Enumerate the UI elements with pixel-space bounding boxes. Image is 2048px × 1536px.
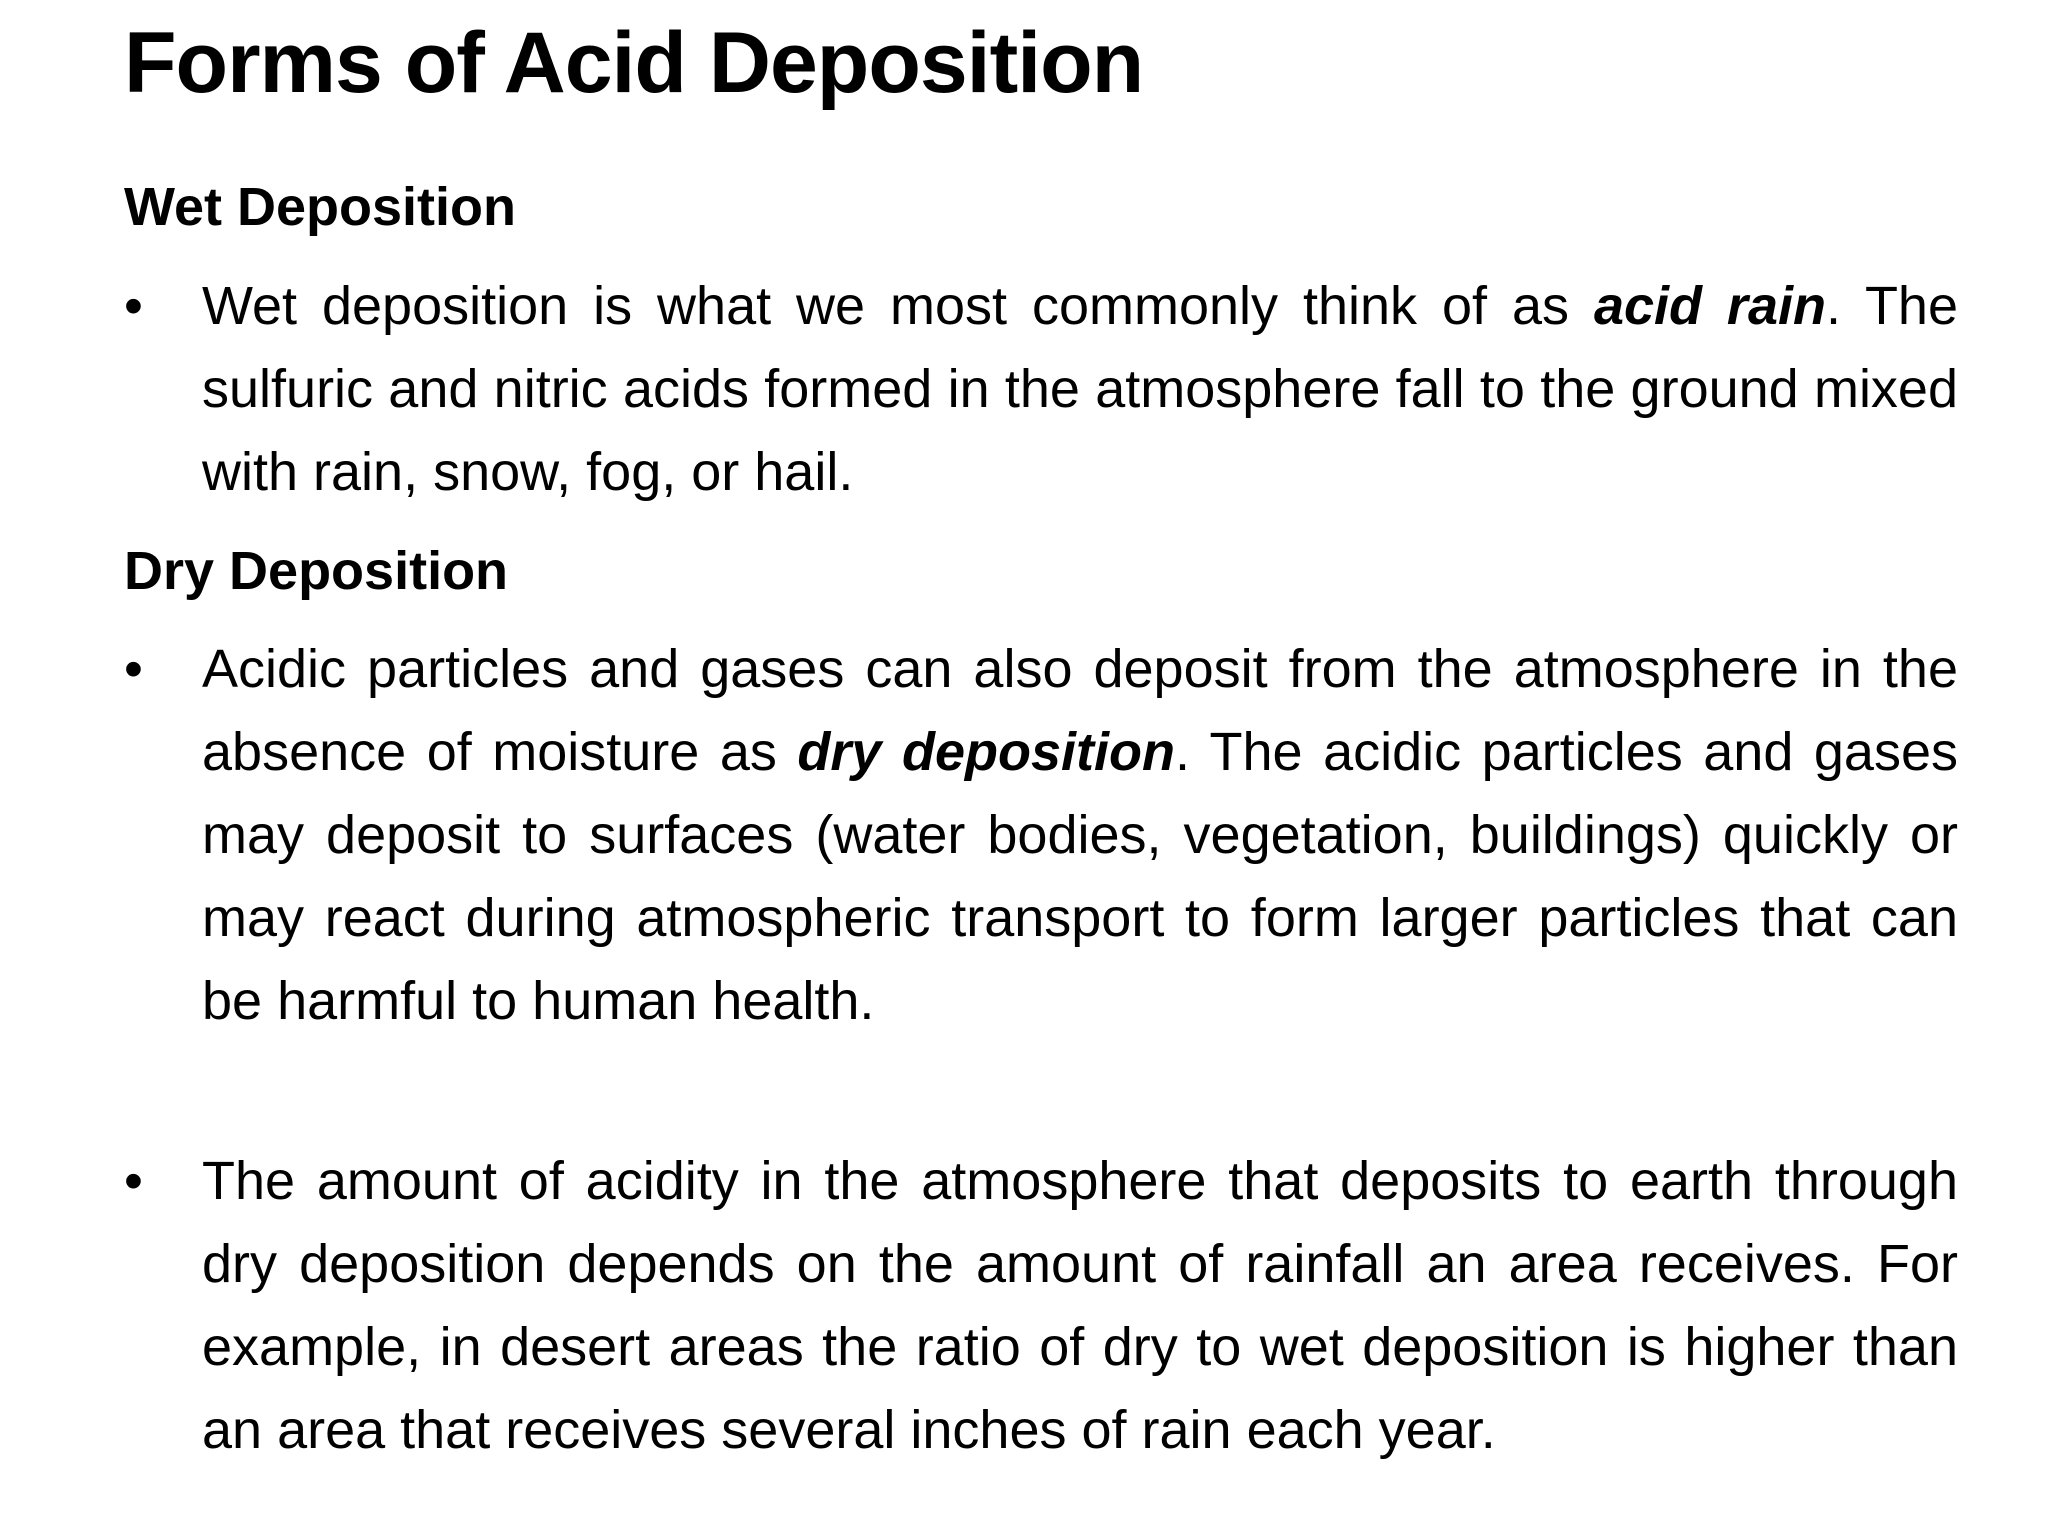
wet-text-part2: . The sulfuric and nitric acids formed in the atmosphere fall to the ground mixed with rain, snow, fog, or hail.	[202, 276, 1958, 502]
dry-text-part2: . The acidic particles and gases may deposit to surfaces (water bodies, vegetation, buildings) quickly or may react during atmospheric transport to form larger particles that can be harmful to human health.	[202, 722, 1958, 1031]
bullet-icon: •	[124, 639, 143, 699]
acid-rain-emphasis: acid rain	[1593, 276, 1826, 336]
dry-deposition-text-2: The amount of acidity in the atmosphere that deposits to earth through dry deposition depends on the amount of rainfall an area receives. For example, in desert areas the ratio of dry to wet deposition is higher than an area that receives several inches of rain each year.	[202, 1151, 1958, 1460]
bullet-icon: •	[124, 1151, 143, 1211]
wet-text-part1: Wet deposition is what we most commonly think of as	[202, 276, 1594, 336]
dry-text-part1: Acidic particles and gases can also deposit from the atmosphere in the absence of moisture as	[202, 639, 1958, 782]
wet-deposition-text	[202, 265, 1958, 514]
dry-deposition-heading: Dry Deposition	[124, 541, 509, 601]
bullet-icon: •	[124, 276, 143, 336]
dry-deposition-text-1	[202, 628, 1958, 1043]
slide-title: Forms of Acid Deposition	[124, 15, 1144, 111]
wet-deposition-heading: Wet Deposition	[124, 177, 517, 237]
dry-deposition-emphasis: dry deposition	[797, 722, 1175, 782]
